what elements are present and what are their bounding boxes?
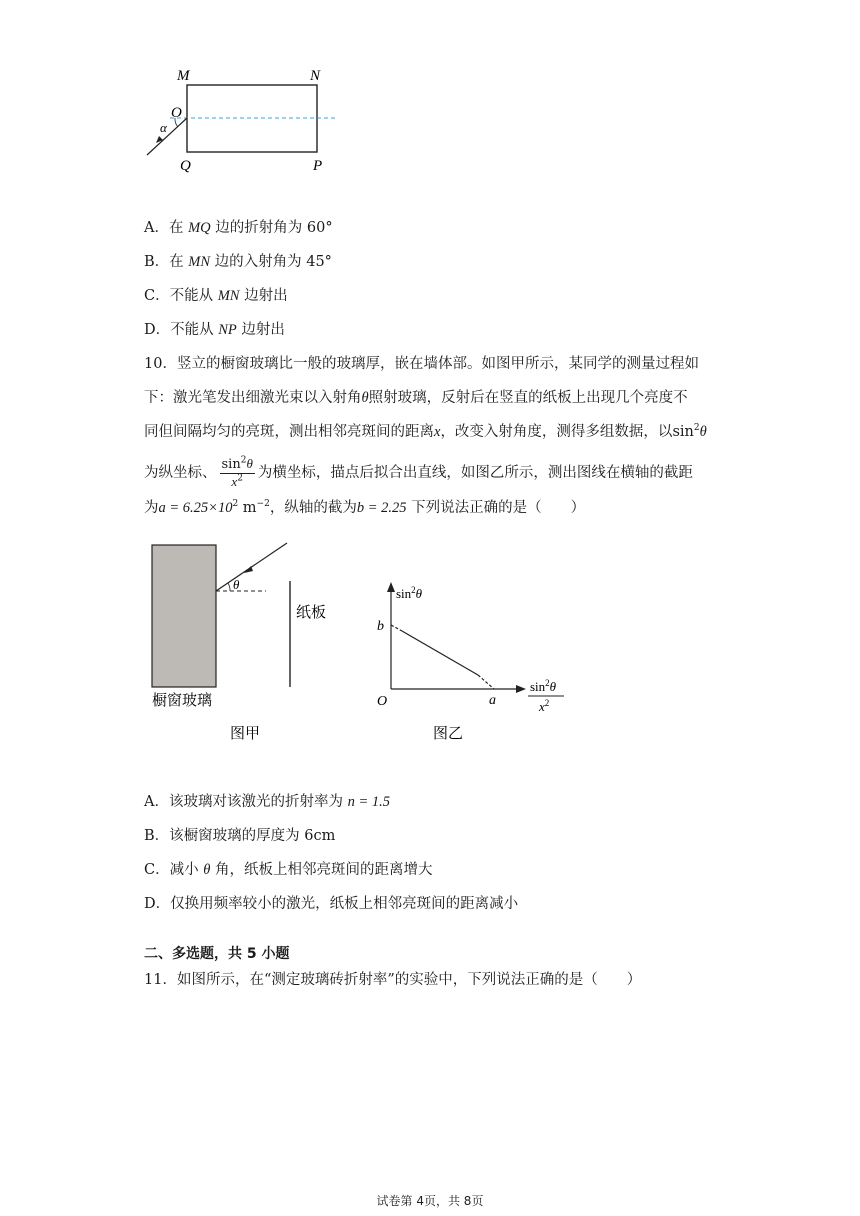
- label-paper-board: 纸板: [296, 605, 327, 621]
- section-heading-multiple-choice: 二、多选题，共 5 小题: [144, 946, 290, 962]
- label-O: O: [171, 105, 182, 121]
- x-axis-label-den: $x^2$: [539, 698, 550, 714]
- x-axis-label-num: $\sin^2\theta$: [530, 678, 557, 694]
- fit-line-dashed-right: [478, 675, 494, 689]
- label-window-glass: 橱窗玻璃: [152, 693, 213, 709]
- q10-option-d: D．仅换用频率较小的激光，纸板上相邻亮斑间的距离减小: [144, 896, 519, 912]
- incident-ray: [147, 118, 187, 155]
- q9-option-a: A．在 MQ 边的折射角为 60°: [144, 220, 333, 236]
- caption-yi: 图乙: [433, 726, 464, 742]
- fit-line-dashed-left: [391, 625, 402, 631]
- angle-arc-theta: [228, 583, 230, 591]
- y-axis-arrow: [387, 582, 395, 592]
- fraction-sin2-over-x2: $\frac{\sin^2\theta}{x^2}$: [221, 455, 253, 489]
- label-P: P: [313, 158, 323, 174]
- q10-option-c: C．减小 θ 角，纸板上相邻亮斑间的距离增大: [144, 862, 433, 878]
- q10-line3: 同但间隔均匀的亮斑，测出相邻亮斑间的距离x，改变入射角度，测得多组数据，以$\sin^2\theta$: [144, 423, 707, 440]
- label-Q: Q: [180, 158, 191, 174]
- q10-option-a: A．该玻璃对该激光的折射率为 n = 1.5: [144, 794, 391, 810]
- label-a: a: [489, 693, 496, 708]
- q10-line4: 为纵坐标、 $\frac{\sin^2\theta}{x^2}$ 为横坐标，描点后拟合出直线，如图乙所示，测出图线在横轴的截距: [144, 455, 693, 489]
- label-origin: O: [377, 694, 388, 709]
- q10-line1: 10．竖立的橱窗玻璃比一般的玻璃厚，嵌在墙体部。如图甲所示，某同学的测量过程如: [144, 356, 699, 372]
- laser-ray: [216, 543, 287, 591]
- q10-line2: 下：激光笔发出细激光束以入射角θ照射玻璃，反射后在竖直的纸板上出现几个亮度不: [144, 390, 688, 406]
- q9-option-b: B．在 MN 边的入射角为 45°: [144, 254, 332, 270]
- label-M: M: [177, 68, 190, 84]
- q9-option-c: C．不能从 MN 边射出: [144, 288, 288, 304]
- q11-stem: 11．如图所示，在“测定玻璃砖折射率”的实验中，下列说法正确的是（ ）: [144, 972, 642, 988]
- q10-option-b: B．该橱窗玻璃的厚度为 6cm: [144, 828, 336, 844]
- figure-rectangle-mnpq: [130, 60, 350, 180]
- y-axis-label: $\sin^2\theta$: [396, 585, 423, 601]
- fit-line: [402, 631, 478, 675]
- label-alpha: α: [160, 120, 167, 135]
- figure-yi: [370, 578, 585, 750]
- q10-line5: 为$a = 6.25\times 10^2$ $m^{-2}$，纵轴的截为b = 2.25 下列说法正确的是（ ）: [144, 499, 586, 516]
- page-footer: 试卷第 4页，共 8页: [376, 1194, 484, 1208]
- label-theta: θ: [233, 577, 240, 592]
- caption-jia: 图甲: [230, 726, 261, 742]
- q9-option-d: D．不能从 NP 边射出: [144, 322, 285, 338]
- label-b: b: [377, 619, 384, 634]
- window-glass-block: [152, 545, 216, 687]
- x-axis-arrow: [516, 685, 526, 693]
- figure-jia: [140, 535, 340, 750]
- label-N: N: [310, 68, 321, 84]
